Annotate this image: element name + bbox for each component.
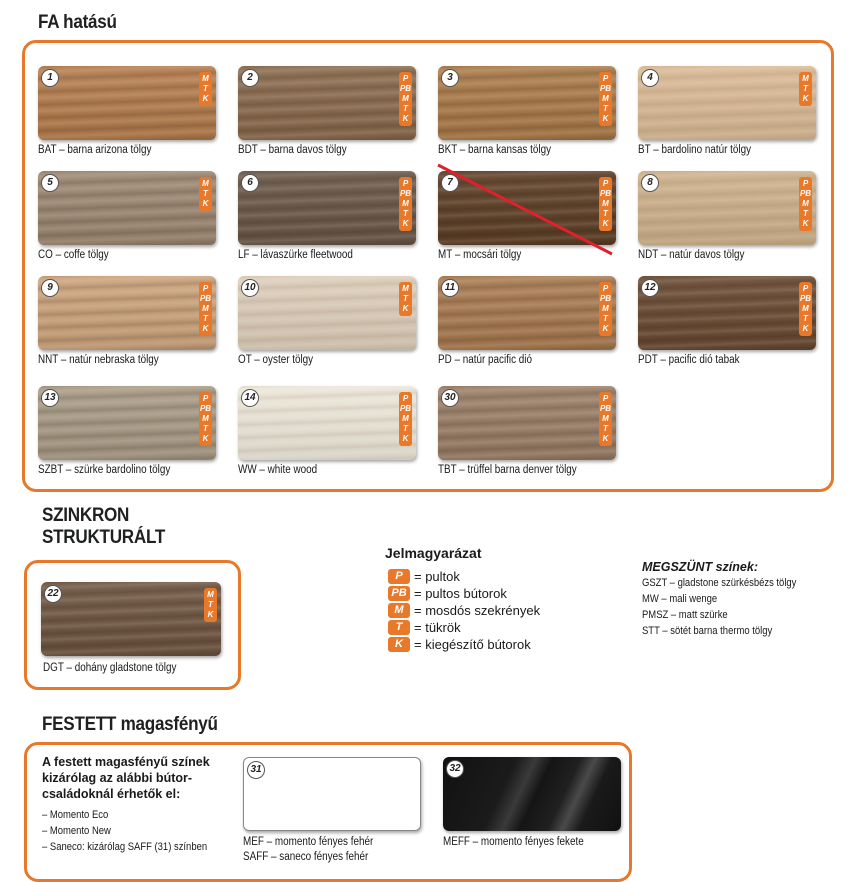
gloss-swatch[interactable] <box>243 757 421 831</box>
festett-intro <box>42 754 210 802</box>
wood-swatch[interactable] <box>638 171 816 245</box>
badge-code: T <box>403 294 408 303</box>
legend-code-box: T <box>388 620 410 635</box>
legend-text: = tükrök <box>414 620 461 635</box>
badge-code: T <box>603 209 608 218</box>
wood-swatch[interactable] <box>638 276 816 350</box>
strikethrough-mark <box>430 160 620 260</box>
swatch-number: 4 <box>641 69 659 87</box>
badge-code: T <box>603 104 608 113</box>
badge-code: M <box>402 284 409 293</box>
badge-code: K <box>802 94 809 103</box>
usage-badge <box>199 72 212 106</box>
swatch-caption: DGT – dohány gladstone tölgy <box>43 662 177 674</box>
swatch-caption: MEF – momento fényes fehér <box>243 836 374 848</box>
badge-code: K <box>402 219 409 228</box>
legend-text: = pultos bútorok <box>414 586 507 601</box>
gloss-swatch[interactable] <box>443 757 621 831</box>
swatch-number: 31 <box>247 761 265 779</box>
badge-code: M <box>402 94 409 103</box>
badge-code: M <box>602 199 609 208</box>
badge-code: K <box>402 114 409 123</box>
swatch-number: 3 <box>441 69 459 87</box>
legend-title: Jelmagyarázat <box>385 545 482 561</box>
legend-code-box: PB <box>388 586 410 601</box>
swatch-number: 32 <box>446 760 464 778</box>
swatch-caption: BT – bardolino natúr tölgy <box>638 144 752 156</box>
swatch-number: 5 <box>41 174 59 192</box>
wood-swatch[interactable] <box>638 66 816 140</box>
badge-code: K <box>202 324 209 333</box>
wood-swatch[interactable] <box>438 386 616 460</box>
wood-swatch[interactable] <box>438 66 616 140</box>
badge-code: T <box>203 314 208 323</box>
legend-text: = kiegészítő bútorok <box>414 637 531 652</box>
badge-code: P <box>602 179 609 188</box>
legend-item <box>388 620 461 635</box>
legend-item <box>388 569 460 584</box>
swatch-caption: PD – natúr pacific dió <box>438 354 533 366</box>
badge-code: PB <box>599 294 612 303</box>
swatch-caption: BDT – barna davos tölgy <box>238 144 347 156</box>
swatch-number: 12 <box>641 279 659 297</box>
badge-code: K <box>602 324 609 333</box>
section-title-strukturalt: STRUKTURÁLT <box>42 527 166 548</box>
badge-code: PB <box>399 84 412 93</box>
swatch-number: 7 <box>441 174 459 192</box>
usage-badge <box>199 282 212 336</box>
family-item: – Momento Eco <box>42 809 109 821</box>
swatch-caption: BAT – barna arizona tölgy <box>38 144 152 156</box>
badge-code: K <box>802 324 809 333</box>
badge-code: PB <box>599 189 612 198</box>
badge-code: T <box>603 424 608 433</box>
badge-code: K <box>602 114 609 123</box>
badge-code: K <box>602 434 609 443</box>
wood-swatch[interactable] <box>238 66 416 140</box>
badge-code: T <box>403 104 408 113</box>
legend-item <box>388 637 531 652</box>
wood-swatch[interactable] <box>238 276 416 350</box>
discontinued-item: MW – mali wenge <box>642 593 718 605</box>
badge-code: M <box>202 304 209 313</box>
badge-code: T <box>803 314 808 323</box>
badge-code: T <box>403 209 408 218</box>
badge-code: P <box>602 394 609 403</box>
wood-swatch[interactable] <box>438 276 616 350</box>
badge-code: M <box>202 179 209 188</box>
badge-code: M <box>802 304 809 313</box>
discontinued-item: PMSZ – matt szürke <box>642 609 728 621</box>
badge-code: PB <box>599 404 612 413</box>
legend-text: = pultok <box>414 569 460 584</box>
swatch-caption: SZBT – szürke bardolino tölgy <box>38 464 171 476</box>
swatch-caption: WW – white wood <box>238 464 318 476</box>
family-item: – Saneco: kizárólag SAFF (31) színben <box>42 841 208 853</box>
badge-code: T <box>403 424 408 433</box>
legend-item <box>388 586 507 601</box>
festett-intro-line: A festett magasfényű színek <box>42 755 210 769</box>
badge-code: T <box>603 314 608 323</box>
discontinued-title: MEGSZÜNT színek: <box>642 560 758 574</box>
swatch-number: 2 <box>241 69 259 87</box>
swatch-caption: SAFF – saneco fényes fehér <box>243 851 369 863</box>
swatch-caption: TBT – trüffel barna denver tölgy <box>438 464 577 476</box>
badge-code: PB <box>399 404 412 413</box>
badge-code: PB <box>599 84 612 93</box>
wood-swatch[interactable] <box>38 66 216 140</box>
badge-code: M <box>802 74 809 83</box>
badge-code: M <box>602 304 609 313</box>
badge-code: M <box>402 414 409 423</box>
wood-swatch[interactable] <box>41 582 221 656</box>
badge-code: K <box>202 434 209 443</box>
badge-code: K <box>202 199 209 208</box>
usage-badge <box>599 392 612 446</box>
usage-badge <box>399 72 412 126</box>
swatch-number: 1 <box>41 69 59 87</box>
swatch-caption: BKT – barna kansas tölgy <box>438 144 552 156</box>
usage-badge <box>399 392 412 446</box>
swatch-caption: PDT – pacific dió tabak <box>638 354 740 366</box>
swatch-number: 6 <box>241 174 259 192</box>
festett-intro-line: kizárólag az alábbi bútor- <box>42 771 193 785</box>
badge-code: M <box>602 414 609 423</box>
wood-swatch[interactable] <box>38 171 216 245</box>
badge-code: M <box>202 74 209 83</box>
badge-code: M <box>402 199 409 208</box>
legend-text: = mosdós szekrények <box>414 603 541 618</box>
swatch-number: 30 <box>441 389 459 407</box>
usage-badge <box>799 282 812 336</box>
badge-code: P <box>402 74 409 83</box>
wood-swatch[interactable] <box>238 171 416 245</box>
swatch-caption: CO – coffe tölgy <box>38 249 109 261</box>
swatch-caption: MEFF – momento fényes fekete <box>443 836 584 848</box>
badge-code: K <box>802 219 809 228</box>
swatch-number: 11 <box>441 279 459 297</box>
badge-code: K <box>202 94 209 103</box>
swatch-number: 13 <box>41 389 59 407</box>
badge-code: M <box>202 414 209 423</box>
legend-code-box: K <box>388 637 410 652</box>
badge-code: T <box>203 84 208 93</box>
badge-code: PB <box>799 189 812 198</box>
swatch-number: 22 <box>44 585 62 603</box>
badge-code: P <box>202 394 209 403</box>
discontinued-item: GSZT – gladstone szürkésbézs tölgy <box>642 577 797 589</box>
strike-line <box>438 165 612 254</box>
swatch-number: 8 <box>641 174 659 192</box>
badge-code: T <box>208 600 213 609</box>
festett-intro-line: családoknál érhetők el: <box>42 787 181 801</box>
wood-swatch[interactable] <box>38 276 216 350</box>
legend-code-box: M <box>388 603 410 618</box>
usage-badge <box>599 282 612 336</box>
swatch-caption: NDT – natúr davos tölgy <box>638 249 745 261</box>
badge-code: PB <box>399 189 412 198</box>
badge-code: P <box>802 284 809 293</box>
badge-code: T <box>203 189 208 198</box>
badge-code: T <box>803 209 808 218</box>
badge-code: P <box>202 284 209 293</box>
usage-badge <box>399 177 412 231</box>
usage-badge <box>399 282 412 316</box>
badge-code: K <box>602 219 609 228</box>
usage-badge <box>799 72 812 106</box>
swatch-caption: NNT – natúr nebraska tölgy <box>38 354 159 366</box>
usage-badge <box>199 177 212 211</box>
badge-code: T <box>203 424 208 433</box>
usage-badge <box>199 392 212 446</box>
badge-code: P <box>402 179 409 188</box>
badge-code: P <box>402 394 409 403</box>
usage-badge <box>799 177 812 231</box>
badge-code: M <box>602 94 609 103</box>
wood-swatch[interactable] <box>38 386 216 460</box>
family-item: – Momento New <box>42 825 111 837</box>
section-title-szinkron: SZINKRON <box>42 505 130 526</box>
badge-code: K <box>402 434 409 443</box>
badge-code: PB <box>199 294 212 303</box>
badge-code: M <box>802 199 809 208</box>
swatch-caption: LF – lávaszürke fleetwood <box>238 249 353 261</box>
legend-item <box>388 603 540 618</box>
wood-swatch[interactable] <box>238 386 416 460</box>
badge-code: K <box>207 610 214 619</box>
swatch-number: 9 <box>41 279 59 297</box>
section-title-festett: FESTETT magasfényű <box>42 714 218 735</box>
swatch-caption: OT – oyster tölgy <box>238 354 314 366</box>
swatch-number: 10 <box>241 279 259 297</box>
usage-badge <box>599 72 612 126</box>
legend-code-box: P <box>388 569 410 584</box>
badge-code: P <box>602 74 609 83</box>
badge-code: M <box>207 590 214 599</box>
badge-code: PB <box>799 294 812 303</box>
discontinued-item: STT – sötét barna thermo tölgy <box>642 625 773 637</box>
badge-code: T <box>803 84 808 93</box>
usage-badge <box>204 588 217 622</box>
badge-code: P <box>602 284 609 293</box>
badge-code: K <box>402 304 409 313</box>
badge-code: PB <box>199 404 212 413</box>
section-title-fa: FA hatású <box>38 12 117 33</box>
badge-code: P <box>802 179 809 188</box>
swatch-number: 14 <box>241 389 259 407</box>
swatch-caption: MT – mocsári tölgy <box>438 249 522 261</box>
